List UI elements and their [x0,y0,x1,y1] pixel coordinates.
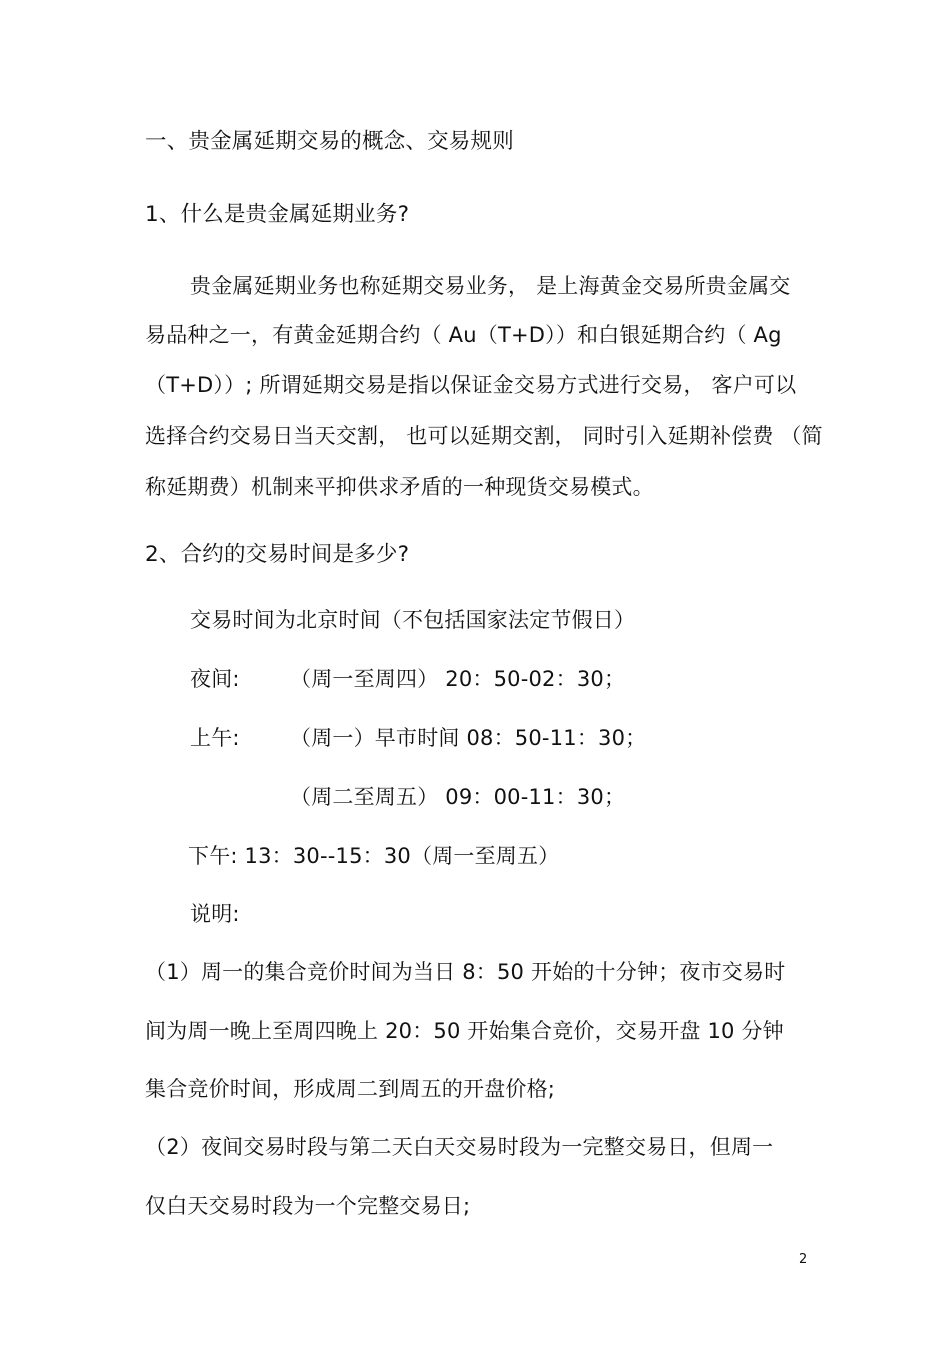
afternoon-session: 下午: 13：30--15：30（周一至周五） [188,844,560,868]
q1-paragraph-line-2: 易品种之一，有黄金延期合约（ Au（T+D））和白银延期合约（ Ag [145,323,782,347]
q1-paragraph-line-1: 贵金属延期业务也称延期交易业务， 是上海黄金交易所贵金属交 [190,274,791,298]
note-line-5: 仅白天交易时段为一个完整交易日; [145,1194,471,1218]
night-session-label: 夜间: [190,667,240,691]
section-title: 一、贵金属延期交易的概念、交易规则 [145,129,514,154]
question-1-title: 1、什么是贵金属延期业务? [145,202,410,227]
morning-session-label: 上午: [190,726,240,750]
question-2-title: 2、合约的交易时间是多少? [145,542,410,567]
q1-paragraph-line-4: 选择合约交易日当天交割， 也可以延期交割， 同时引入延期补偿费 （简 [145,424,823,448]
morning-session-time-monday: （周一）早市时间 08：50-11：30； [290,726,647,750]
night-session-time: （周一至周四） 20：50-02：30； [290,667,626,691]
note-line-2: 间为周一晚上至周四晚上 20：50 开始集合竞价，交易开盘 10 分钟 [145,1019,784,1043]
note-line-3: 集合竞价时间，形成周二到周五的开盘价格; [145,1077,556,1101]
morning-session-time-tue-fri: （周二至周五） 09：00-11：30； [290,785,626,809]
q1-paragraph-line-3: （T+D））; 所谓延期交易是指以保证金交易方式进行交易， 客户可以 [145,373,797,397]
note-line-4: （2）夜间交易时段与第二天白天交易时段为一完整交易日，但周一 [145,1135,774,1159]
trading-time-intro: 交易时间为北京时间（不包括国家法定节假日） [190,608,636,632]
page-number: 2 [799,1252,808,1267]
note-line-1: （1）周一的集合竞价时间为当日 8：50 开始的十分钟；夜市交易时 [145,960,786,984]
notes-label: 说明: [190,902,240,926]
q1-paragraph-line-5: 称延期费）机制来平抑供求矛盾的一种现货交易模式。 [145,475,654,499]
